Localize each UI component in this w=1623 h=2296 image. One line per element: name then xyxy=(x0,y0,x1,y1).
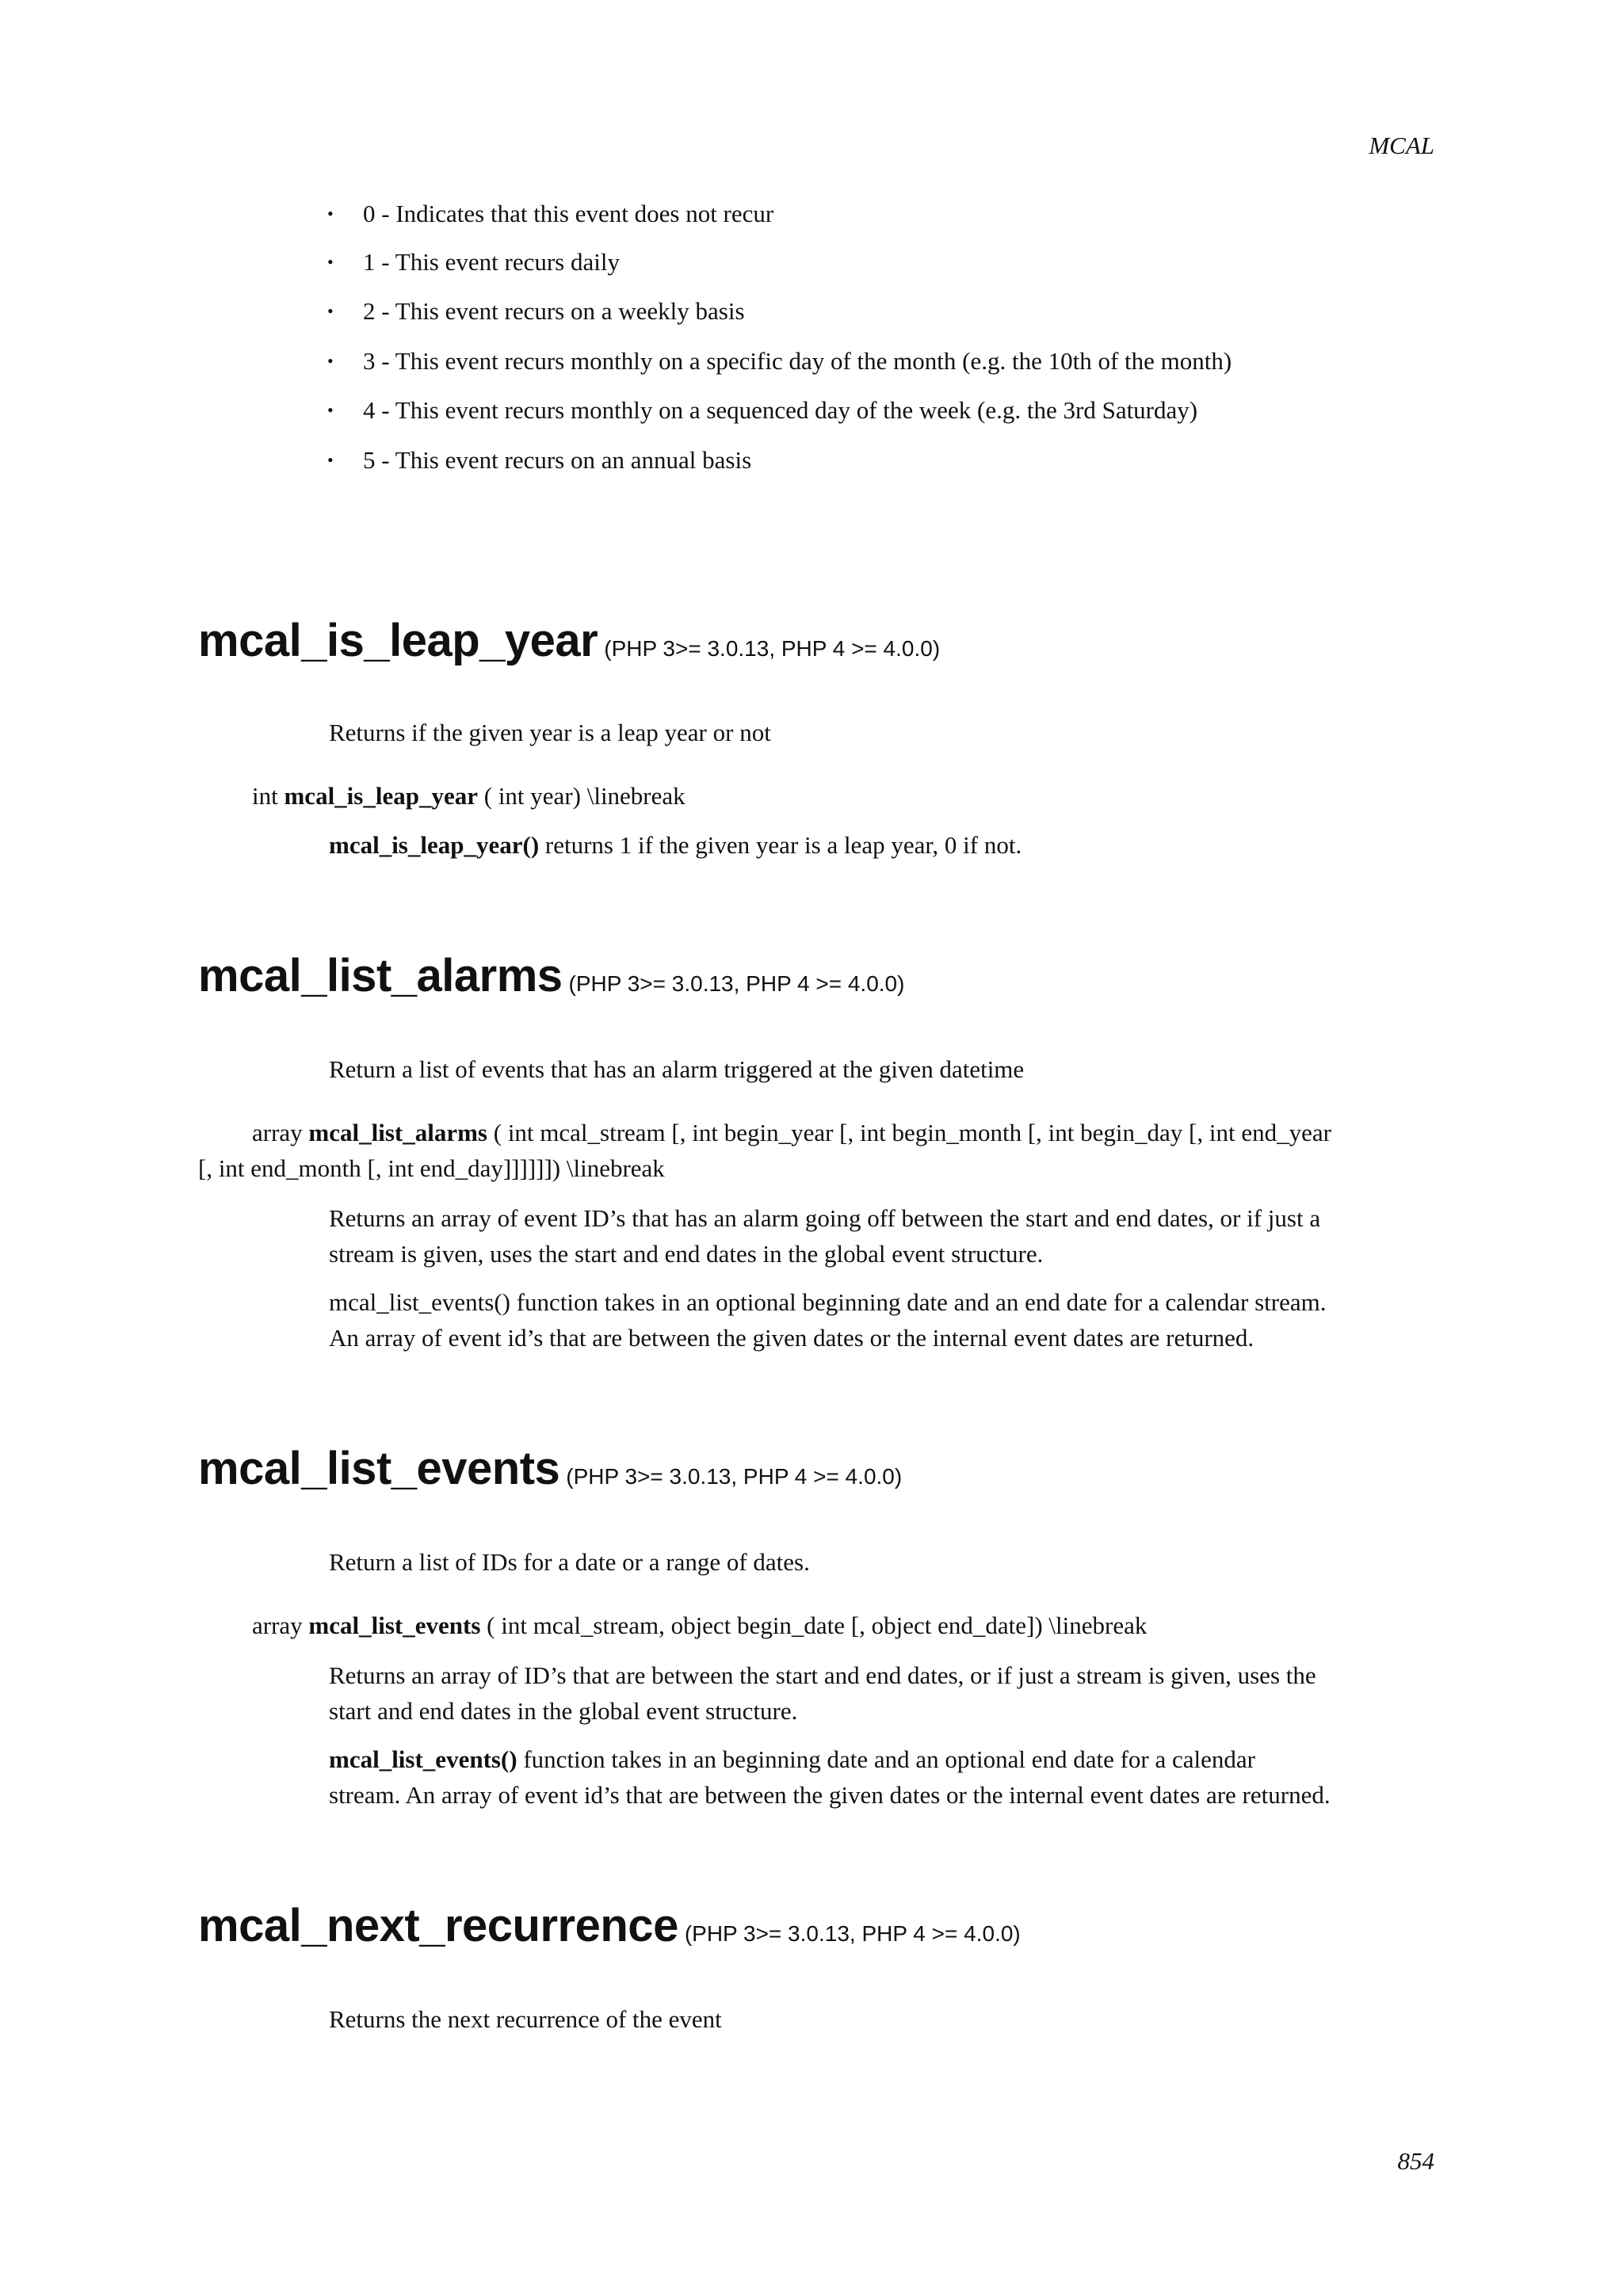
list-item: 5 - This event recurs on an annual basis xyxy=(363,446,752,474)
version-info: (PHP 3>= 3.0.13, PHP 4 >= 4.0.0) xyxy=(568,971,905,996)
signature-name: mcal_is_leap_year xyxy=(284,782,478,810)
function-ref: mcal_list_events() xyxy=(329,1745,517,1773)
function-heading xyxy=(198,1442,902,1497)
list-item: 4 - This event recurs monthly on a sequenced day of the week (e.g. the 3rd Saturday) xyxy=(363,396,1198,424)
function-name: mcal_list_alarms xyxy=(198,950,563,1001)
list-item: 3 - This event recurs monthly on a specific day of the month (e.g. the 10th of the month) xyxy=(363,347,1232,375)
description-line: start and end dates in the global event structure. xyxy=(329,1697,798,1725)
description-line xyxy=(329,1742,1255,1777)
signature-args: ( int mcal_stream [, int begin_year [, int begin_month [, int begin_day [, int end_year xyxy=(487,1119,1331,1146)
bullet-icon: • xyxy=(327,204,334,223)
function-heading xyxy=(198,614,940,669)
function-description xyxy=(329,828,1022,863)
page-number: 854 xyxy=(1397,2147,1434,2175)
list-item: 0 - Indicates that this event does not recur xyxy=(363,200,774,227)
return-type: array xyxy=(252,1119,309,1146)
list-item: 2 - This event recurs on a weekly basis xyxy=(363,297,745,325)
function-heading xyxy=(198,1899,1021,1955)
function-signature xyxy=(252,1608,1147,1643)
bullet-icon: • xyxy=(327,400,334,420)
description-text: returns 1 if the given year is a leap year, 0 if not. xyxy=(539,831,1022,859)
function-name: mcal_list_events xyxy=(198,1443,560,1494)
function-heading xyxy=(198,949,904,1005)
description-line: mcal_list_events() function takes in an optional beginning date and an end date for a calendar stream. xyxy=(329,1288,1327,1316)
description-line: Returns an array of event ID’s that has an alarm going off between the start and end dates, or if just a xyxy=(329,1204,1321,1232)
function-summary: Return a list of IDs for a date or a range of dates. xyxy=(329,1548,810,1576)
return-type: array xyxy=(252,1611,309,1639)
signature-name: mcal_list_alarms xyxy=(308,1119,487,1146)
version-info: (PHP 3>= 3.0.13, PHP 4 >= 4.0.0) xyxy=(604,636,941,661)
list-item: 1 - This event recurs daily xyxy=(363,248,620,276)
signature-continuation: [, int end_month [, int end_day]]]]]]) \linebreak xyxy=(198,1154,665,1182)
description-line: Returns an array of ID’s that are between the start and end dates, or if just a stream is given, uses the xyxy=(329,1661,1316,1689)
function-ref: mcal_is_leap_year() xyxy=(329,831,540,859)
bullet-icon: • xyxy=(327,252,334,272)
function-signature xyxy=(252,779,685,814)
signature-args: ( int mcal_stream, object begin_date [, object end_date]) \linebreak xyxy=(480,1611,1148,1639)
function-signature xyxy=(252,1116,1331,1150)
description-text: function takes in an beginning date and an optional end date for a calendar xyxy=(517,1745,1255,1773)
function-summary: Returns the next recurrence of the event xyxy=(329,2005,722,2033)
description-line: An array of event id’s that are between the given dates or the internal event dates are returned. xyxy=(329,1324,1254,1352)
function-summary: Returns if the given year is a leap year or not xyxy=(329,719,771,746)
version-info: (PHP 3>= 3.0.13, PHP 4 >= 4.0.0) xyxy=(566,1464,903,1489)
return-type: int xyxy=(252,782,285,810)
signature-name: mcal_list_events xyxy=(308,1611,481,1639)
version-info: (PHP 3>= 3.0.13, PHP 4 >= 4.0.0) xyxy=(684,1921,1021,1946)
bullet-icon: • xyxy=(327,351,334,371)
bullet-icon: • xyxy=(327,450,334,470)
description-line: stream. An array of event id’s that are between the given dates or the internal event dates are returned. xyxy=(329,1781,1331,1809)
bullet-icon: • xyxy=(327,301,334,321)
function-name: mcal_is_leap_year xyxy=(198,615,598,666)
function-name: mcal_next_recurrence xyxy=(198,1900,678,1951)
function-summary: Return a list of events that has an alarm triggered at the given datetime xyxy=(329,1055,1025,1083)
description-line: stream is given, uses the start and end dates in the global event structure. xyxy=(329,1240,1044,1268)
running-header: MCAL xyxy=(1369,132,1434,159)
signature-args: ( int year) \linebreak xyxy=(478,782,685,810)
